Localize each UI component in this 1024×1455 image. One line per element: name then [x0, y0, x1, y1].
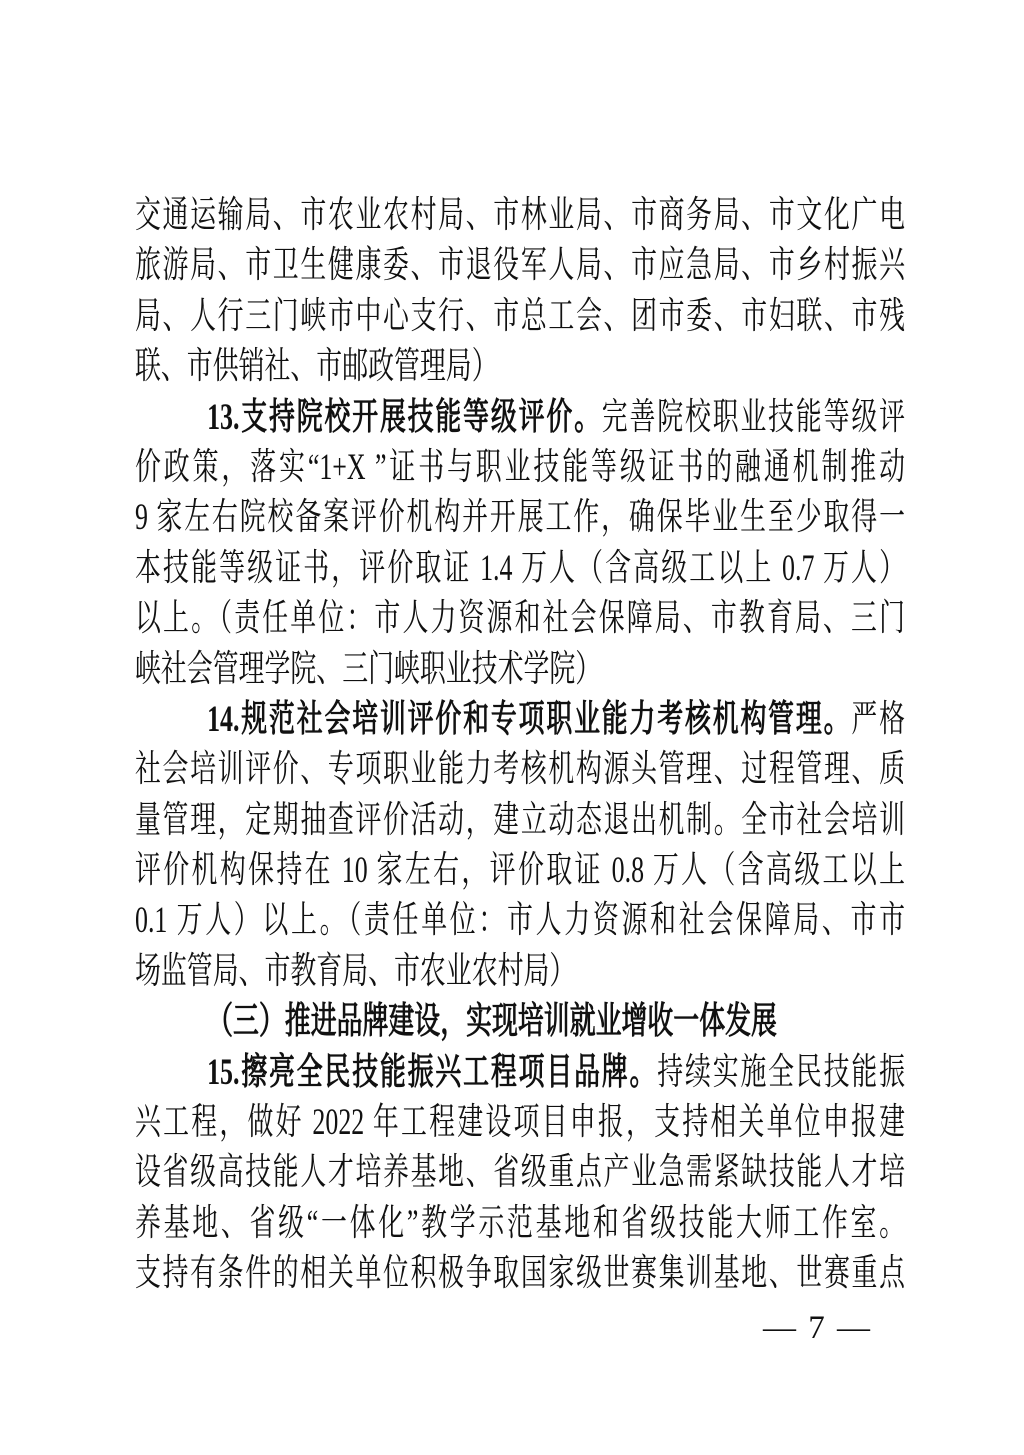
line-text: 量管理，定期抽查评价活动，建立动态退出机制。全市社会培训 — [135, 799, 905, 841]
line-text: 局、人行三门峡市中心支行、市总工会、团市委、市妇联、市残 — [135, 295, 905, 337]
section-heading-3 — [135, 997, 905, 1047]
text-line — [135, 493, 905, 543]
text-line — [135, 645, 905, 695]
document-body — [135, 191, 1024, 1300]
text-line — [135, 594, 905, 644]
line-text: 场监管局、市教育局、市农业农村局） — [135, 950, 576, 992]
text-line — [135, 544, 905, 594]
line-text: 本技能等级证书，评价取证 1.4 万人（含高级工以上 0.7 万人） — [135, 547, 905, 589]
line-text: 设省级高技能人才培养基地、省级重点产业急需紧缺技能人才培 — [135, 1152, 905, 1194]
text-line-item-15 — [135, 1048, 905, 1098]
text-line — [135, 947, 905, 997]
text-line — [135, 191, 905, 241]
line-text: 联、市供销社、市邮政管理局） — [135, 346, 498, 388]
page-number: — 7 — — [763, 1310, 872, 1346]
line-text: 9 家左右院校备案评价机构并开展工作，确保毕业生至少取得一 — [135, 497, 905, 539]
text-line — [135, 1148, 905, 1198]
line-text: 0.1 万人）以上。（责任单位：市人力资源和社会保障局、市市 — [135, 900, 905, 942]
bold-lead: 14.规范社会培训评价和专项职业能力考核机构管理。 — [207, 698, 852, 740]
text-line — [135, 796, 905, 846]
text-line — [135, 1098, 905, 1148]
text-line — [135, 292, 905, 342]
line-text: 完善院校职业技能等级评 — [601, 396, 906, 438]
text-line — [135, 896, 905, 946]
text-line-item-13 — [135, 393, 905, 443]
text-line — [135, 745, 905, 795]
text-line — [135, 846, 905, 896]
text-line — [135, 342, 905, 392]
bold-lead: 15.擦亮全民技能振兴工程项目品牌。 — [207, 1051, 658, 1093]
text-line-item-14 — [135, 695, 905, 745]
text-line — [135, 241, 905, 291]
line-text: 支持有条件的相关单位积极争取国家级世赛集训基地、世赛重点 — [135, 1253, 905, 1295]
line-text: 价政策，落实“1+X ”证书与职业技能等级证书的融通机制推动 — [135, 446, 905, 488]
line-text: 旅游局、市卫生健康委、市退役军人局、市应急局、市乡村振兴 — [135, 245, 905, 287]
line-text: 评价机构保持在 10 家左右，评价取证 0.8 万人（含高级工以上 — [135, 850, 905, 892]
line-text: 峡社会管理学院、三门峡职业技术学院） — [135, 648, 602, 690]
line-text: 持续实施全民技能振 — [657, 1051, 906, 1093]
line-text: 严格 — [851, 698, 906, 740]
bold-lead: （三）推进品牌建设，实现培训就业增收一体发展 — [207, 1001, 777, 1043]
line-text: 社会培训评价、专项职业能力考核机构源头管理、过程管理、质 — [135, 749, 905, 791]
line-text: 以上。（责任单位：市人力资源和社会保障局、市教育局、三门 — [135, 598, 905, 640]
bold-lead: 13.支持院校开展技能等级评价。 — [207, 396, 602, 438]
text-line — [135, 1249, 905, 1299]
line-text: 交通运输局、市农业农村局、市林业局、市商务局、市文化广电 — [135, 195, 905, 236]
line-text: 兴工程，做好 2022 年工程建设项目申报，支持相关单位申报建 — [135, 1102, 905, 1144]
text-line — [135, 443, 905, 493]
line-text: 养基地、省级“一体化”教学示范基地和省级技能大师工作室。 — [135, 1202, 905, 1244]
text-line — [135, 1199, 905, 1249]
